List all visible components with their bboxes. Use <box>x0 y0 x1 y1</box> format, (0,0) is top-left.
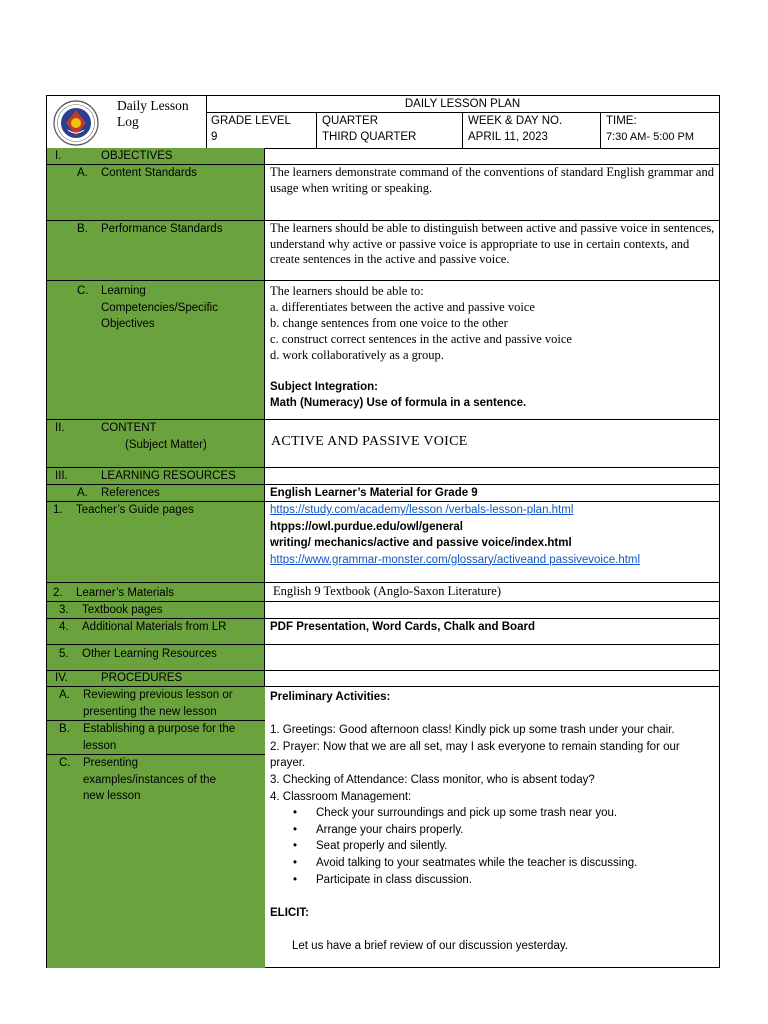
subject-integration-label: Subject Integration: <box>270 381 378 393</box>
competency-item: a. differentiates between the active and passive voice <box>270 300 535 314</box>
procedures-heading-row <box>47 671 719 687</box>
subject-integration-text: Math (Numeracy) Use of formula in a sentence. <box>270 397 527 409</box>
study-com-link[interactable]: https://study.com/academy/lesson /verbals-lesson-plan.html <box>270 504 574 516</box>
learners-materials-label: Learner’s Materials <box>76 587 175 599</box>
teachers-guide-num: 1. <box>53 504 63 516</box>
textbook-pages-num: 3. <box>59 604 69 616</box>
quarter-label: QUARTER <box>322 115 379 127</box>
procedure-a: A. Reviewing previous lesson or presenting the new lesson <box>47 687 265 721</box>
classroom-management-list <box>270 805 715 888</box>
content-standards-label: Content Standards <box>101 167 197 179</box>
grade-level-label: GRADE LEVEL <box>211 115 291 127</box>
deped-seal-icon <box>53 100 99 146</box>
learning-resources-heading-row <box>47 468 719 485</box>
references-num: A. <box>77 487 88 499</box>
list-item: • Avoid talking to your seatmates while the teacher is discussing. <box>316 855 715 872</box>
purdue-owl-url: htpps://owl.purdue.edu/owl/general <box>270 520 463 533</box>
week-day-cell <box>463 113 601 148</box>
log-title-line1: Daily Lesson <box>117 98 189 113</box>
list-item: • Arrange your chairs properly. <box>316 822 715 839</box>
teachers-guide-row <box>47 502 719 583</box>
daily-lesson-log-title <box>117 98 189 130</box>
resources-label: LEARNING RESOURCES <box>101 470 236 482</box>
greetings-text: 1. Greetings: Good afternoon class! Kindly pick up some trash under your chair. <box>270 724 675 737</box>
grade-level-cell <box>206 113 317 148</box>
competencies-num: C. <box>77 285 89 297</box>
quarter-value: THIRD QUARTER <box>322 131 417 143</box>
additional-materials-row <box>47 619 719 645</box>
references-label: References <box>101 487 160 499</box>
preliminary-activities-heading: Preliminary Activities: <box>270 691 391 703</box>
list-item: • Seat properly and silently. <box>316 838 715 855</box>
content-num: II. <box>55 422 65 434</box>
competencies-row <box>47 281 719 420</box>
attendance-text: 3. Checking of Attendance: Class monitor, who is absent today? <box>270 773 595 786</box>
log-title-line2: Log <box>117 114 139 129</box>
competency-item: b. change sentences from one voice to the other <box>270 316 508 330</box>
grade-level-value: 9 <box>211 131 218 143</box>
objectives-label: OBJECTIVES <box>101 150 173 162</box>
procedure-c: C. Presenting examples/instances of the new lesson <box>47 755 265 968</box>
other-resources-row <box>47 645 719 671</box>
additional-materials-value: PDF Presentation, Word Cards, Chalk and Board <box>270 621 535 633</box>
list-item: • Check your surroundings and pick up some trash near you. <box>316 805 715 822</box>
references-value: English Learner’s Material for Grade 9 <box>270 487 478 499</box>
objectives-num: I. <box>55 150 62 162</box>
daily-lesson-plan-title: DAILY LESSON PLAN <box>206 96 719 113</box>
learners-materials-row <box>47 583 719 602</box>
week-day-label: WEEK & DAY NO. <box>468 115 563 127</box>
teachers-guide-label: Teacher’s Guide pages <box>76 504 194 516</box>
elicit-heading: ELICIT: <box>270 906 309 919</box>
list-item: • Participate in class discussion. <box>316 872 715 889</box>
lesson-plan-table <box>46 95 720 968</box>
week-day-value: APRIL 11, 2023 <box>468 131 548 143</box>
competency-item: c. construct correct sentences in the active and passive voice <box>270 332 572 346</box>
procedures-label: PROCEDURES <box>101 672 183 684</box>
performance-standards-label: Performance Standards <box>101 223 223 235</box>
learners-materials-value: English 9 Textbook (Anglo-Saxon Literature) <box>273 584 502 598</box>
subject-matter-label: (Subject Matter) <box>125 439 207 451</box>
content-row <box>47 420 719 468</box>
performance-standards-text: The learners should be able to distinguish between active and passive voice in sentences, understand why active or passive voice is appropriate to use in certain contexts, and create sentences in the active and passive voice. <box>270 221 715 266</box>
grammar-monster-link[interactable]: https://www.grammar-monster.com/glossary/activeand passivevoice.html <box>270 553 641 566</box>
content-label: CONTENT <box>101 422 157 434</box>
procedures-num: IV. <box>55 672 69 684</box>
content-standards-row <box>47 165 719 221</box>
content-standards-num: A. <box>77 167 88 179</box>
additional-materials-label: Additional Materials from LR <box>82 621 227 633</box>
competencies-intro: The learners should be able to: <box>270 284 424 298</box>
other-resources-label: Other Learning Resources <box>82 648 217 660</box>
classroom-management-heading: 4. Classroom Management: <box>270 790 412 803</box>
competencies-label: Learning Competencies/Specific Objectives <box>101 285 218 330</box>
textbook-pages-label: Textbook pages <box>82 604 163 616</box>
content-standards-text: The learners demonstrate command of the conventions of standard English grammar and usage when writing or speaking. <box>270 165 714 195</box>
lesson-topic: ACTIVE AND PASSIVE VOICE <box>271 434 468 449</box>
objectives-heading-row <box>47 148 719 165</box>
performance-standards-num: B. <box>77 223 88 235</box>
time-label: TIME: <box>606 115 637 127</box>
textbook-pages-value <box>265 602 719 618</box>
resources-num: III. <box>55 470 68 482</box>
header-row <box>47 96 719 149</box>
textbook-pages-row <box>47 602 719 619</box>
other-resources-num: 5. <box>59 648 69 660</box>
time-cell <box>601 113 719 148</box>
review-text: Let us have a brief review of our discussion yesterday. <box>292 939 568 952</box>
references-row <box>47 485 719 502</box>
learners-materials-num: 2. <box>53 587 63 599</box>
other-resources-value <box>265 645 719 670</box>
competency-item: d. work collaboratively as a group. <box>270 348 444 362</box>
additional-materials-num: 4. <box>59 621 69 633</box>
quarter-cell <box>317 113 463 148</box>
header-logo-cell <box>47 96 207 148</box>
time-value: 7:30 AM- 5:00 PM <box>606 131 695 143</box>
purdue-owl-url-cont: writing/ mechanics/active and passive voice/index.html <box>270 537 572 549</box>
procedure-b: B. Establishing a purpose for the lesson <box>47 721 265 755</box>
prayer-text: 2. Prayer: Now that we are all set, may I ask everyone to remain standing for our prayer. <box>270 740 680 770</box>
procedures-content-row <box>47 687 719 968</box>
performance-standards-row <box>47 221 719 281</box>
